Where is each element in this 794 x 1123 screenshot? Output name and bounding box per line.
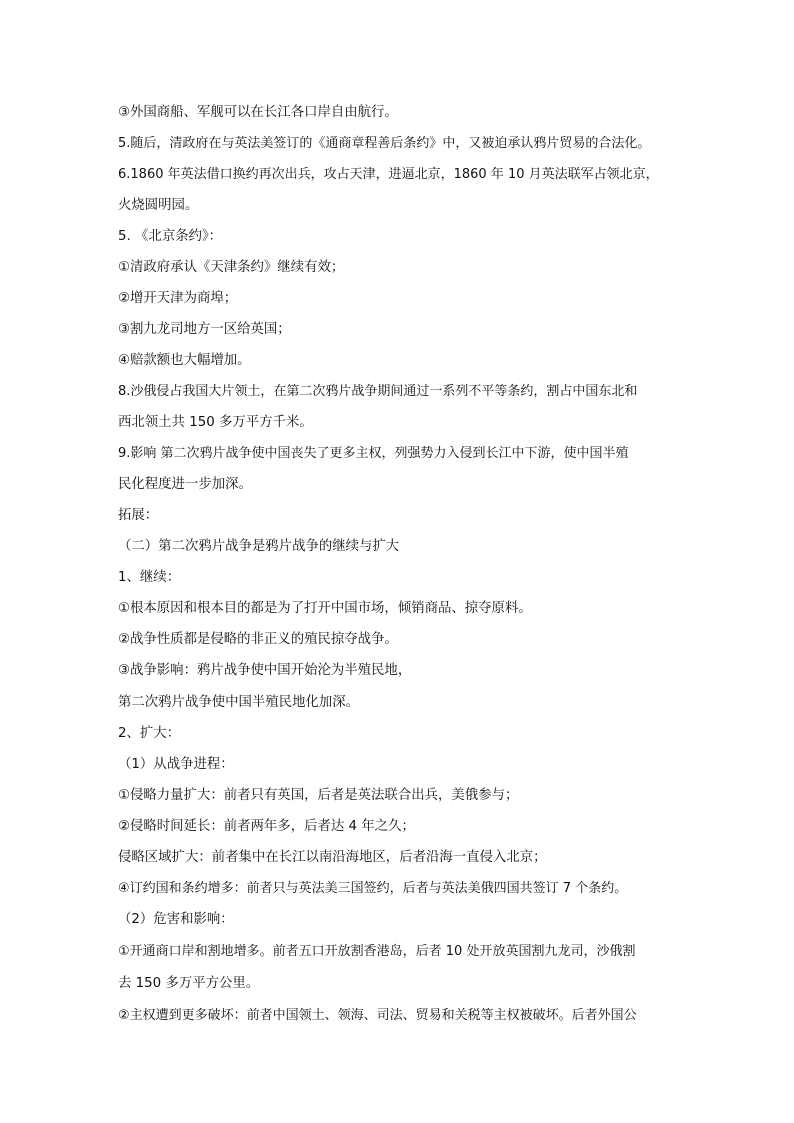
text-line-22: （1）从战争进程： <box>118 757 234 772</box>
text-line-14: 拓展： <box>118 508 159 523</box>
text-line-9: ④赔款额也大幅增加。 <box>118 353 251 368</box>
text-line-25: 侵略区域扩大：前者集中在长江以南沿海地区，后者沿海一直侵入北京； <box>118 850 547 865</box>
text-line-23: ①侵略力量扩大：前者只有英国，后者是英法联合出兵，美俄参与； <box>118 788 519 803</box>
text-line-4: 火烧圆明园。 <box>118 198 199 213</box>
text-line-15: （二）第二次鸦片战争是鸦片战争的继续与扩大 <box>118 539 400 554</box>
text-line-2: 5.随后，清政府在与英法美签订的《通商章程善后条约》中，又被迫承认鸦片贸易的合法化。 <box>118 136 651 151</box>
text-line-18: ②战争性质都是侵略的非正义的殖民掠夺战争。 <box>118 632 398 647</box>
text-line-6: ①清政府承认《天津条约》继续有效； <box>118 260 345 275</box>
text-line-10: 8.沙俄侵占我国大片领土，在第二次鸦片战争期间通过一系列不平等条约，割占中国东北和 <box>118 384 638 399</box>
text-line-27: （2）危害和影响： <box>118 912 234 927</box>
text-line-20: 第二次鸦片战争使中国半殖民地化加深。 <box>118 695 360 710</box>
text-line-12: 9.影响 第二次鸦片战争使中国丧失了更多主权，列强势力入侵到长江中下游，使中国半殖 <box>118 446 629 461</box>
text-line-28: ①开通商口岸和割地增多。前者五口开放割香港岛，后者 10 处开放英国割九龙司，沙俄割 <box>118 944 636 959</box>
text-line-24: ②侵略时间延长：前者两年多，后者达 4 年之久； <box>118 819 415 834</box>
text-line-30: ②主权遭到更多破坏：前者中国领土、领海、司法、贸易和关税等主权被破坏。后者外国公 <box>118 1008 637 1023</box>
text-line-11: 西北领土共 150 多万平方千米。 <box>118 415 313 430</box>
text-line-7: ②增开天津为商埠； <box>118 291 238 306</box>
text-line-29: 去 150 多万平方公里。 <box>118 976 260 991</box>
text-line-5: 5. 《北京条约》： <box>118 229 223 244</box>
text-line-17: ①根本原因和根本目的都是为了打开中国市场，倾销商品、掠夺原料。 <box>118 601 532 616</box>
text-line-8: ③割九龙司地方一区给英国； <box>118 322 291 337</box>
text-line-26: ④订约国和条约增多：前者只与英法美三国签约，后者与英法美俄四国共签订 7 个条约。 <box>118 881 628 896</box>
text-line-3: 6.1860 年英法借口换约再次出兵，攻占天津，进逼北京，1860 年 10 月英法联军占领北京， <box>118 167 659 182</box>
text-line-21: 2、扩大： <box>118 726 181 741</box>
text-line-19: ③战争影响：鸦片战争使中国开始沦为半殖民地， <box>118 663 412 678</box>
text-line-1: ③外国商船、军舰可以在长江各口岸自由航行。 <box>118 105 398 120</box>
text-line-13: 民化程度进一步加深。 <box>118 477 252 492</box>
text-line-16: 1、继续： <box>118 570 181 585</box>
